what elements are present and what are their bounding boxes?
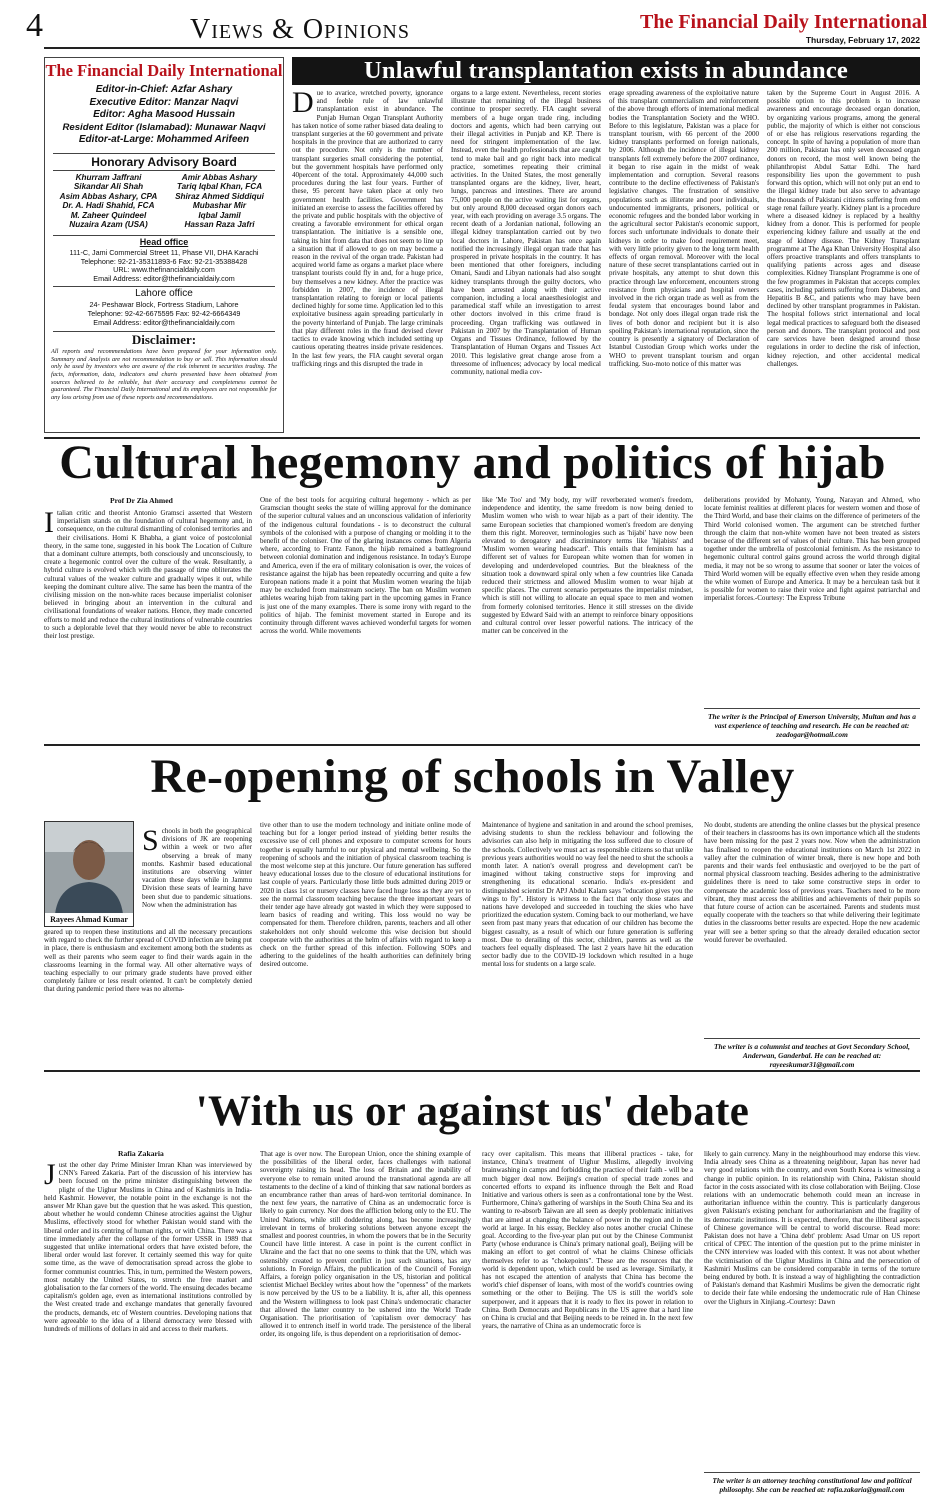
article2-bottom-rule <box>44 744 920 746</box>
article1-col4-text: taken by the Supreme Court in August 2016. A possible option to this problem is to increase awareness and encourage deceased organ donation, by organizing various programs, among the general public, the majority of which is either not conscious of or else has religious reservations regarding the concept. In spite of having a population of more than 200 million, Pakistan has only seven deceased organ donors on record, the most well known being the philanthropist Abdul Sattar Edhi. The hard responsibility lies upon the government to push forward this option, which will not only put an end to the illegal kidney trade but also serve to advantage the thousands of Pakistani citizens suffering from end stage renal failure yearly. Kidney plant is a procedure where a diseased kidney is replaced by a healthy kidney from a donor. This is performed for people experiencing kidney failure and usually at the end stage of kidney disease. The Kidney Transplant programme at The Aga Khan University Hospital also offers proactive transplants and offers transplants to qualifying patients across ages and disease complexities. Kidney Transplant Programme is one of the few programmes in Pakistan that accepts complex cases, including patients suffering from Diabetes, and Hepatitis B &C, and patients who may have been declined by other transplant programmes in Pakistan. The hospital follows strict international and local legal medical practices to safeguard both the diseased person and donors. The transplant protocol and post care services have been designed around those regulations in order to decline the risk of infection, kidney rejection, and other accidental medical challenges. <box>767 89 920 368</box>
article3-col3-text: Maintenance of hygiene and sanitation in and around the school premises, advising students to shun the reckless behaviour and following the advisories can also help in mitigating the loss suffered due to closure of the schools. Collectively we must act as responsible citizens so that unlike previous years authorities would no way feel the need to shut the schools a month later. A nation's overall progress and development can't be imagined without taking constructive steps for improving and strengthening its educational scenario. India's ex-president and distinguished scientist Dr APJ Abdul Kalam says "education gives you the wings to fly". History is witness to the fact that only those states and nations have developed and succeeded in touching the skies who have prioritized the education system. Coming back to our motherland, we have seen from past many years that education of our children has become the biggest casualty, as a result of which our future generation is suffering most. Due to derailing of this sector, children, parents as well as the teachers feel equally displeased. The last 2 years have hit the education sector badly due to the COVID-19 lockdown which resulted in a huge mental loss for students on a large scale. <box>482 821 693 969</box>
board-member: Khurram Jaffrani <box>75 172 142 182</box>
header-date: Thursday, February 17, 2022 <box>805 35 920 45</box>
lahore-office-line: Telephone: 92-42-6675595 Fax: 92-42-6664349 <box>87 309 241 319</box>
board-member: Hassan Raza Jafri <box>184 220 255 230</box>
article4-col4 <box>704 1150 920 1468</box>
article1-headline: Unlawful transplantation exists in abundance <box>364 57 848 84</box>
article1-col3 <box>609 89 759 434</box>
article2-col2-text: One of the best tools for acquiring cultural hegemony - which as per Gramscian thought seeks the state of willing approval for the dominance of the superior cultural values and an unconscious validation of inferiority of the indigenous cultural foundations - is to deconstruct the cultural symbols of the colonised with a purpose of changing or molding it to the benefit of the coloniser. One of the glaring instances comes from Algeria where, according to Frantz Fanon, the hijab remained a battleground between colonial domination and indigenous resistance. In today's Europe and America, even if the era of military colonisation is over, the voices of resistance against the hijab has been repeatedly occurring and quite a few European nations made it a point that Muslim women wearing the hijab may be excluded from mainstream society. The ban on Muslim women athletes wearing hijab from taking part in the upcoming games in France is just one of the many examples. There is some irony with regard to the politics of hijab. The feminist movement started in Europe and its continuity through different waves achieved wonderful targets for women across the world. While movements <box>260 496 471 636</box>
article3-col2 <box>260 821 471 1065</box>
article1-dropcap: D <box>292 89 314 119</box>
article3-dropcap: S <box>142 827 159 857</box>
head-office-line: Telephone: 92-21-35311893-6 Fax: 92-21-35388428 <box>80 256 248 266</box>
masthead-box <box>44 57 284 433</box>
board-member: Dr. A. Hadi Shahid, FCA <box>62 201 155 211</box>
author-photo <box>44 821 134 927</box>
board-member: Nuzaira Azam (USA) <box>69 220 148 230</box>
article2-byline: Prof Dr Zia Ahmed <box>110 496 173 505</box>
staff-editor: Editor: Agha Masood Hussain <box>93 109 235 120</box>
disclaimer-title: Disclaimer: <box>53 331 275 348</box>
lahore-office-line: 24- Peshawar Block, Fortress Stadium, Lahore <box>89 300 239 310</box>
article1-col1-text: ue to avarice, wretched poverty, ignorance and feeble rule of law unlawful transplantation exist in abundance. The Punjab Human Organ Transplant Authority has taken notice of some rather biased data dealing to transplant surgeries at the 60 government and private hospitals in the province that are authorized to carry out the procedure. Not only is the number of transplant surgeries small considering the potential, but the government hospitals have performed only 40percent of the total. Approximately 44,000 such procedures during the last four years. Further of these, 95 percent have taken place at only two government health facilities. Government has initiated an exercise to assess the facilities offered by the private and public hospitals with the objective of creating a favorable environment for ethical organ transplantation. The initiative is a sensible one, taking its hint from data that does not seem to line up a situation that if allowed to go on may become a reason in the revival of the organ trade. Pakistan had acquired world fame as organs a market place where transplant tourists could fly in and, for a huge price, buy themselves a new kidney. After the practice was forbidden in 2007, the incidence of illegal transplantation relating to foreign or local patients declined highly for some time. Application led to this exploitative business again spreading particularly in the poverty hinterland of Punjab. The large criminals that play different roles in the fraud devised clever tactics to evade knowing which included setting up cautious operating theatres inside private residences. In the last few years, the FIA caught several organ trafficking rings and this disrupted the trade in <box>292 89 443 368</box>
article3-col4-text: No doubt, students are attending the online classes but the physical presence of their teachers in classrooms has its own importance which all the students have been missing for the past 2 years now. Now when the administration has finalised to reopen the educational institutions on March 1st 2022 in valley after the culmination of winter break, there is new hope and both parents and their wards feel enthusiastic and overjoyed to be the part of normal physical classroom teaching. Besides adhering to the administrative guidelines there is need to take some constructive steps in order to compensate the academic loss of previous years. Teachers need to be more vibrant, they must access the abilities and achievements of their pupils so that future course of action can be ascertained. Parents and students must equally cooperate with the teachers so that while delivering their legitimate duties in the classrooms better results are expected. Hope the new academic year will see a better spring so that the already derailed education sector would forever be overhauled. <box>704 821 920 944</box>
staff-resident-editor: Resident Editor (Islamabad): Munawar Naqvi <box>62 121 266 133</box>
article3-col1b <box>44 928 252 1065</box>
head-office-line: Email Address: editor@thefinancialdaily.com <box>93 273 235 283</box>
masthead-staff <box>45 84 283 147</box>
article2-col1 <box>44 509 252 741</box>
article2-col4-text: deliberations provided by Mohanty, Young, Narayan and Ahmed, who locate feminist realities at different places for western women and those of the Third World, and base their claims on the difference of perimeters of the Third World colonised women. The argument can be stretched further through the claim that non-white women have not been treated as sisters because of the different set of values of their culture. This has been grouped together under the umbrella of postcolonial feminism. As the resistance to hegemonic cultural control gains ground across the world through digital media, it may not be so wrong to assume that sooner or later the voices of Third World women will be equally effective even when they reside among the white women of Europe and America. It may be a herculean task but it is possible for women to raise their voice and fight against patriarchal and imperialist forces.-Courtesy: The Express Tribune <box>704 496 920 603</box>
article4-headline: 'With us or against us' debate <box>195 1088 750 1135</box>
page-number: 4 <box>26 7 43 44</box>
article2-col4 <box>704 496 920 701</box>
article1-col2 <box>451 89 601 434</box>
article2-bio: The writer is the Principal of Emerson University, Multan and has a vast experience of teaching and research. He can be reached at: zeadogar@hotmail.com <box>704 708 920 739</box>
article2-dropcap: I <box>44 509 54 539</box>
article4-col3 <box>482 1150 693 1506</box>
section-title: Views & Opinions <box>190 14 410 45</box>
board-member: Shiraz Ahmed Siddiqui <box>175 191 264 201</box>
article3-col4 <box>704 821 920 1033</box>
masthead-paper-name: The Financial Daily International <box>45 61 283 80</box>
article1-headline-bar <box>292 57 920 85</box>
article3-col1b-text: geared up to reopen these institutions and all the necessary precautions with regard to check the further spread of COVID infection are being put in place, there is enthusiasm and excitement among both the students as well as their parents who seem eager to find their wards again in the classrooms learning in the formal way. All other alternative ways of teaching especially to our primary grade students have proved either completely failure or less result oriented. It can't be completely denied that during pandemic period there was no alterna- <box>44 928 252 994</box>
head-office-line: 111-C, Jami Commercial Street 11, Phase VII, DHA Karachi <box>69 248 259 258</box>
article1-col3-text: erage spreading awareness of the exploitative nature of this transplant commercialism and reinforcement of the above through efforts of international medical bodies the Transplantation Society and the WHO. Before to this legislature, Pakistan was a place for transplant tourism, with 66 percent of the 2000 kidney transplants performed on foreign nationals, by 2006. Although the incidence of illegal kidney transplants fell extremely before the 2007 ordinance, it began to rise again in the midst of weak implementation and corruption. Several reasons contribute to the decline effectiveness of Pakistan's legislative changes. The frustration of sensitive populations such as illiterate and poor individuals, undocumented immigrants, prisoners, political or economic refugees and the bonded labor working in the agricultural sector Pakistan's economic support, forces such unfortunate individuals to donate their kidneys in order to make food requirement meet, with very little priority given to the long term health effects of organ removal. Moreover with the local nature of these secret transplantations carried out in private hospitals, any attempt to shut down this practice through law enforcement, encounters strong resistance from physicians and hospital owners involved in the rich organ trade as well as from the feudal system that encourages bound labor and bondage. Not only does illegal organ trade risk the lives of both donor and recipient but it is also spoiling Pakistan's international reputation, since the country is presently a signatory of Declaration of Istanbul Custodian Group which works under the WHO to prevent transplant tourism and organ trafficking. Suo-moto notice of this matter was <box>609 89 759 368</box>
board-member: Amir Abbas Ashary <box>181 172 258 182</box>
header-paper-name: The Financial Daily International <box>640 11 928 33</box>
advisory-board-right <box>164 173 275 231</box>
article2-col2 <box>260 496 471 741</box>
staff-executive-editor: Executive Editor: Manzar Naqvi <box>89 96 239 108</box>
disclaimer-text: All reports and recommendations have been prepared for your information only. Summary and Analysis are not recommendation to buy or sell. This information should only be used by investors who are aware of the risk inherent in securities trading. The facts, information, data, indicators and charts presented have been obtained from sources believed to be reliable, but their accuracy and completeness cannot be guaranteed. The Financial Daily International and its employees are not responsible for any loss arising from use of these reports and recommendations. <box>51 348 277 401</box>
lahore-office-title: Lahore office <box>53 286 275 300</box>
board-member: Asim Abbas Ashary, CPA <box>59 191 158 201</box>
article4-col1 <box>44 1161 252 1506</box>
advisory-board-left <box>53 173 164 231</box>
board-member: M. Zaheer Quindeel <box>70 210 147 220</box>
article3-col2-text: tive other than to use the modern technology and initiate online mode of teaching but for a longer period instead of yielding better results the excessive use of cell phones and exposure to computer screens for hours together is equally harmful to our physical and mental wellbeing. So the reopening of schools and the initiation of physical classroom teaching is the most welcome step at this juncture. Our future generation has suffered heavy educational losses due to the closure of educational institutions for last couple of years. Particularly those little buds admitted during 2019 or 2020 in class 1st or nursery classes have faced huge loss as they are yet to see the normal classroom teaching because the three important years of their tender age have already got wasted in which they were supposed to learn basics of reading and writing. This loss would no way be compensated for them. Therefore children, parents, teachers and all other stakeholders not only should welcome this wise decision but should cooperate with the authorities at the helm of affairs with regard to keep a check on the further spread of this infection. Following SOPs and adhering to the guidelines of the health authorities can definitely bring desired outcome. <box>260 821 471 969</box>
article2-col3 <box>482 496 693 741</box>
lahore-office-line: Email Address: editor@thefinancialdaily.com <box>93 317 235 327</box>
header-rule <box>44 47 920 49</box>
article4-dropcap: J <box>44 1161 56 1191</box>
article4-col2 <box>260 1150 471 1506</box>
advisory-board-names <box>45 171 283 231</box>
article3-col1a-text: chools in both the geographical divisions of JK are reopening within a week or two after observing a break of many months. Kashmir based educational institutions are observing winter vacation these days while in Jammu Division these seats of learning have been shut due to pandemic situations. Now when the administration has <box>142 827 252 909</box>
article4-col2-text: That age is over now. The European Union, once the shining example of the possibilities of the liberal order, faces challenges with national sovereignty raising its head. The loss of Britain and the inability of everyone else to remain united around the transnational agenda are all testaments to the decline of a kind of thinking that saw national borders as an encumbrance rather than areas of hard-won territorial dominance. In the next few years, the narrative of China as an undemocratic force is likely to gain currency. Nor does the affliction belong only to the EU. The United Nations, while still doddering along, has become increasingly irrelevant in terms of brokering solutions between anyone except the smallest and poorest countries, in whom the powers that be in the Security Council have little interest. A case in point is the current conflict in Ukraine and the fact that no one seems to think that the UN, which was ostensibly created to prevent conflict in just such situations, has any solutions. In Foreign Affairs, the publication of the Council of Foreign Affairs, a foreign policy organisation in the US, historian and political scientist Michael Beckley writes about how the "openness" of the markets is now perceived by the US to be a liability. It is, after all, this openness and the Western willingness to look past China's undemocratic character that allowed the latter country to be ushered into the World Trade Organisation. The prioritisation of 'capitalism over democracy' has allowed it to entrench itself in world trade. The persistence of the liberal order, its ongoing life, is thus dependent on a reprioritisation of democ- <box>260 1150 471 1339</box>
article2-col1-text: talian critic and theorist Antonio Gramsci asserted that Western imperialism stands on the foundation of cultural hegemony and, in consequence, on the cultural dismantling of colonised territories and their civilisations. Homi K Bhabha, a giant voice of postcolonial theory, in the same tone, suggested in his book The Location of Culture that a dominant culture attempts, both consciously and unconsciously, to create a hegemonic control over the culture of the weak. Resultantly, a hybrid culture is evolved which with the passage of time obliterates the cultural values of the weaker culture and gradually wipes it out, while keeping the dominant culture alive. The same has been the mantra of the civilising mission on the non-white races because imperialist coloniser believed in bringing about an intervention in the cultural and civilisational foundations of weaker nations. Hence, they made concerted efforts to mold and reduce the cultural institutions of vulnerable countries to such a deplorable level that they would never be able to reconstruct their lost prestige. <box>44 509 252 641</box>
article4-col3-text: racy over capitalism. This means that illiberal practices - take, for instance, China's treatment of Uighur Muslims, allegedly involving brainwashing in camps and forbidding the practice of their faith - will be a much bigger deal now. Beijing's creation of special trade zones and concerted efforts to expand its influence through the Belt and Road Initiative and various others is seen as a confrontational tone by the West. Furthermore, China's gathering of warships in the South China Sea and its wanting to re-absorb Taiwan are all seen as deeply problematic initiatives that are aimed at changing the balance of power in the region and in the world at large. In his essay, Beckley also notes another crucial Chinese goal. According to the five-year plan put out by the Chinese Communist Party (whose endurance is China's primary national goal), Beijing will be making an effort to get control of what he claims Chinese officials themselves refer to as "chokepoints". These are the resources that the world is dependent upon, which could be used as leverage. Similarly, it has not escaped the attention of analysts that China has become the world's chief dispenser of loans, with most of the world's countries owing something or the other to Beijing. The US is still the world's sole superpower, and it appears that it is ready to flex its power in relation to China. Both Democrats and Republicans in the US agree that a hard line on China is crucial and that Beijing needs to be reined in. In the next few years, the narrative of China as an undemocratic force is <box>482 1150 693 1331</box>
advisory-board-title: Honorary Advisory Board <box>53 153 275 171</box>
board-member: Mubashar Mir <box>192 201 247 211</box>
article3-bottom-rule <box>44 1070 920 1072</box>
staff-editor-at-large: Editor-at-Large: Mohammed Arifeen <box>78 134 250 145</box>
article4-byline: Rafia Zakaria <box>118 1149 164 1158</box>
article2-col3-text: like 'Me Too' and 'My body, my will' reverberated women's freedom, independence and identity, the same freedom is now being denied to Muslim women who wish to wear hijab as a part of their identity. The same European societies that championed women's freedom are denying them this right. Moreover, terminologies such as 'hijabi' have now been elevated to derogatory and discriminatory terms like 'hijabists' and 'Muslim women wearing headscarf'. This entails that feminism has a different set of values for European white women than for women in developing and underdeveloped countries. But the bleakness of the situation took a downward spiral only when a few countries like Canada reduced their strictness and allowed Muslim women to wear hijab at specific places. The current scenario perpetuates the imperialist mindset, which is still not willing to allocate an equal space to men and women from formerly colonised territories. Hence it still stresses on the divide suggested by Edward Said with an attempt to reinforce binary oppositions and cultural control over lesser powerful nations. The intricacy of the matter can be conceived in the <box>482 496 693 636</box>
head-office-line: URL: www.thefinancialdaily.com <box>113 265 215 275</box>
article1-col2-text: organs to a large extent. Nevertheless, recent stories illustrate that remaining of the illegal business continue to prosper secretly. FIA caught several members of a huge organ trade ring, including doctors and agents, which had been carrying out their illegal activities in Punjab and KP. There is need for stringent implementation of the law. Instead, even the health professionals that are caught tend to make bail and go right back into medical practice, sometimes repeating their criminal activities. In the United States, the most generally transplanted organs are the kidney, liver, heart, lungs, pancreas and intestines. There are around 75,000 people on the active waiting list for organs, but only around 8,000 deceased organ donors each year, with each providing on average 3.5 organs. The recent death of a Jordanian national, following an illegal kidney transplantation carried out by two local doctors in Lahore, Pakistan has once again notified the increasingly illegal organ trade that has prospered in private hospitals in the country. It has been mentioned that other foreigners, including Omani, Saudi and Libyan nationals had also sought kidney transplants through the guilty doctors, who have been arrested along with their active companion, including a local anaesthesiologist and paramedical staff while an investigation to arrest other doctors involved in this crime fraud is proceeding. Organ trafficking was outlawed in Pakistan in 2007 by the Transplantation of Human Organs and Tissues Ordinance, followed by the Transplantation of Human Organs and Tissues Act 2010. This legislative great change arose from a threesome of influences; advocacy by local medical community, national media cov- <box>451 89 601 376</box>
article4-bio: The writer is an attorney teaching constitutional law and political philosophy. She can be reached at: rafia.zakaria@gmail.com <box>704 1472 920 1494</box>
article3-col1a <box>142 827 252 925</box>
article3-bio: The writer is a columnist and teaches at Govt Secondary School, Anderwan, Ganderbal. He can be reached at: rayeeskumar31@gmail.com <box>704 1038 920 1069</box>
author-photo-caption: Rayees Ahmad Kumar <box>45 913 133 926</box>
article2-headline: Cultural hegemony and politics of hijab <box>59 436 886 489</box>
article4-col1-text: ust the other day Prime Minister Imran Khan was interviewed by CNN's Fareed Zakaria. Part of the discussion of his interview has been focused on the prime minister distinguishing between the plight of the Uighur Muslims in China and of Kashmiris in India-held Kashmir. However, the notable point in the exchange is not the answer Mr Khan gave but the question that he was asked. This question, about whether he would condemn Chinese atrocities against the Uighur Muslims, effectively stood for whether Pakistan would stand with the liberal order and its centring of human rights, or with China. There was a time immediately after the collapse of the former USSR in 1989 that suggested that unlike international orders that have existed before, the liberal order would last forever. It certainly seemed this way for quite some time, as the wave of democratisation spread across the globe to former communist countries. This, in turn, permitted the Western powers, most notably the United States, to stretch the free market and globalisation to the far corners of the world. The ensuing decades became capitalism's golden age, even as international institutions controlled by the West created trade and exchange mandates that generally favoured the products, demands, etc of Western countries. Developing nations that were agreeable to the idea of a liberal democracy were blessed with hundreds of millions of dollars in aid and access to their markets. <box>44 1161 252 1334</box>
author-portrait-icon <box>45 822 133 914</box>
article3-col3 <box>482 821 693 1065</box>
article1-col4 <box>767 89 920 434</box>
article3-headline: Re-opening of schools in Valley <box>150 750 795 803</box>
head-office-title: Head office <box>53 235 275 248</box>
article4-col4-text: likely to gain currency. Many in the neighbourhood may endorse this view. India already sees China as a threatening neighbour, Japan has never had very good relations with the country, and even South Korea is witnessing a change in public opinion. In its relationship with China, Pakistan should factor in the costs associated with its close collaboration with Beijing. Close relations with an undemocratic behemoth could mean an increase in authoritarian influence within the country. This is particularly dangerous given Pakistan's existing penchant for authoritarianism and the fragility of its democratic institutions. It is expected, therefore, that the illiberal aspects of Chinese governance will be central to world discourse. Read more: Pakistan does not have a 'China debt' problem: Asad Umar on US report critical of CPEC The intention of the question put to the prime minister in the CNN interview was loaded with this context. It was not about whether the victimisation of the Uighur Muslims in China and the persecution of Kashmiri Muslims can be considered comparable in terms of the torture being endured by both. It is instead a way of highlighting the contradiction of Pakistan's demand that Kashmiri Muslims be given the democratic right to decide their fate while endorsing the undemocratic rule of Han Chinese over the Uighurs in Xinjiang.-Courtesy: Dawn <box>704 1150 920 1306</box>
article1-col1 <box>292 89 443 434</box>
board-member: Sikandar Ali Shah <box>73 182 144 192</box>
board-member: Tariq Iqbal Khan, FCA <box>176 182 263 192</box>
staff-editor-in-chief: Editor-in-Chief: Azfar Ashary <box>95 84 233 95</box>
board-member: Iqbal Jamil <box>198 210 241 220</box>
